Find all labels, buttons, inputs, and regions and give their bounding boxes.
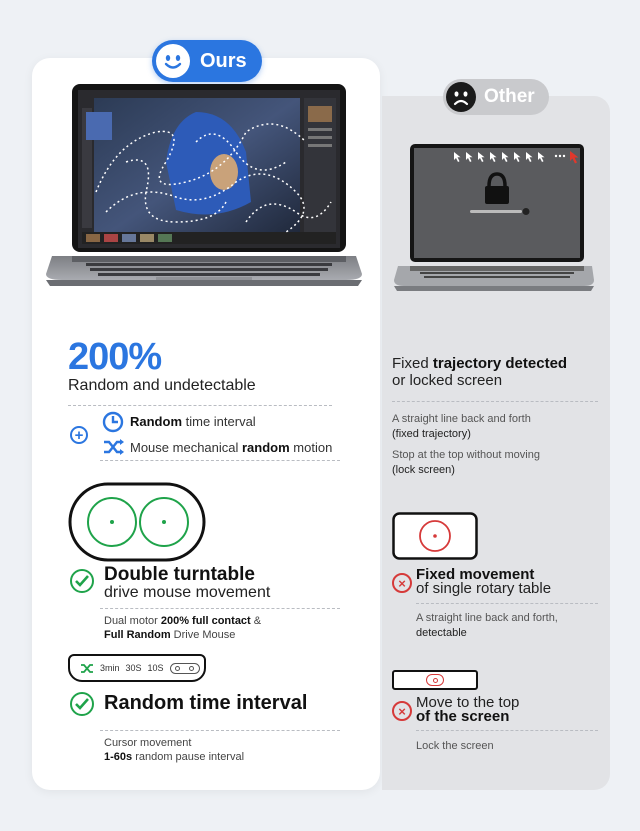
top-of-screen-title-2: of the screen (416, 708, 510, 725)
single-turntable-image (392, 512, 478, 560)
other-device (392, 670, 478, 690)
other-point-1b: (fixed trajectory) (392, 428, 471, 440)
power-icon (426, 674, 444, 686)
double-turntable-image (68, 482, 206, 562)
divider (100, 730, 340, 731)
divider (416, 603, 598, 604)
divider (392, 401, 598, 402)
device-power-toggle (170, 663, 200, 674)
device-button-10s: 10S (147, 663, 164, 673)
turntable-title: Double turntable (104, 564, 255, 585)
turntable-subtitle: drive mouse movement (104, 584, 271, 601)
plus-icon: + (70, 426, 88, 444)
shuffle-icon (80, 663, 94, 674)
shuffle-icon (102, 437, 126, 457)
fixed-movement-desc-1: A straight line back and forth, (416, 612, 558, 624)
device-button-3min: 3min (100, 663, 120, 673)
ours-badge-label: Ours (200, 49, 247, 72)
fixed-movement-title: Fixed movement (416, 566, 535, 583)
x-icon: × (392, 573, 412, 593)
interval-desc-2: 1-60s random pause interval (104, 751, 245, 763)
ours-headline-sub: Random and undetectable (68, 377, 256, 394)
interval-title: Random time interval (104, 692, 308, 714)
other-point-1: A straight line back and forth (392, 413, 531, 425)
other-badge (443, 79, 549, 115)
other-point-2b: (lock screen) (392, 464, 455, 476)
other-title-line-1: Fixed trajectory detected (392, 355, 568, 372)
feature-random-motion: Mouse mechanical random motion (130, 440, 333, 455)
device-button-30s: 30S (125, 663, 142, 673)
top-of-screen-title-1: Move to the top (416, 694, 520, 711)
other-badge-label: Other (484, 86, 535, 107)
divider (100, 460, 340, 461)
feature-random-interval: Random time interval (130, 414, 256, 429)
check-icon (70, 569, 94, 593)
interval-desc-1: Cursor movement (104, 737, 192, 749)
ours-laptop-image (46, 82, 362, 330)
other-laptop-image (394, 140, 594, 302)
mouse-jiggler-device (68, 654, 206, 682)
turntable-desc-1: Dual motor 200% full contact & (104, 615, 262, 627)
ours-badge (152, 40, 262, 82)
lock-screen-desc: Lock the screen (416, 740, 494, 752)
clock-icon (102, 411, 124, 433)
turntable-desc-2: Full Random Drive Mouse (104, 629, 236, 641)
sad-face-icon (446, 82, 476, 112)
check-icon (70, 692, 94, 716)
other-point-2: Stop at the top without moving (392, 449, 540, 461)
fixed-movement-desc-2: detectable (416, 627, 467, 639)
divider (100, 608, 340, 609)
divider (416, 730, 598, 731)
x-icon: × (392, 701, 412, 721)
divider (68, 405, 332, 406)
smiley-face-icon (156, 44, 190, 78)
other-title-line-2: or locked screen (392, 372, 503, 389)
ours-headline-percent: 200% (68, 336, 162, 378)
fixed-movement-subtitle: of single rotary table (416, 580, 552, 597)
